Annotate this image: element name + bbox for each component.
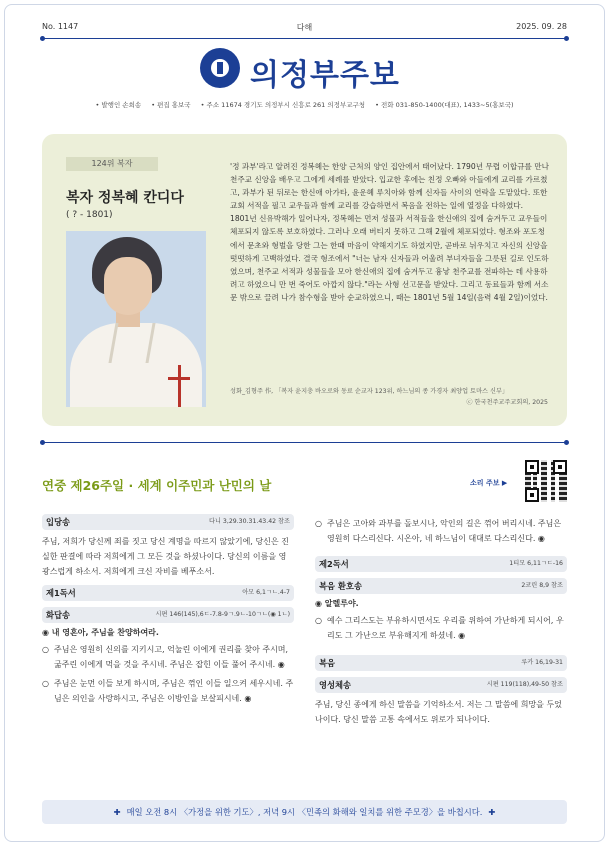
prayer-reminder-bar bbox=[42, 800, 567, 824]
saint-years: ( ? - 1801) bbox=[66, 210, 113, 220]
section-reference: 시편 146(145),6ㄷ-7.8-9ㄱ.9ㄴ-10ㄱㄴ(◉ 1ㄴ) bbox=[155, 611, 290, 618]
gospel-header bbox=[315, 655, 567, 671]
publisher-item: • 편집 홍보국 bbox=[151, 101, 191, 109]
liturgy-title: 연중 제26주일 · 세계 이주민과 난민의 날 bbox=[42, 478, 272, 493]
publisher-item: • 발행인 손희송 bbox=[95, 101, 142, 109]
section-label: 복음 bbox=[319, 658, 336, 668]
qr-finder bbox=[525, 460, 539, 474]
header-divider bbox=[42, 38, 567, 39]
diocese-seal-icon bbox=[200, 48, 240, 88]
alleluia-response: ◉ 알렐루야. bbox=[315, 599, 359, 608]
psalm-verse: ○ 주님은 고아와 과부를 돌보시나, 악인의 길은 꺾어 버리시네. 주님은 영원히 다스리신다. 시온아, 네 하느님이 대대로 다스리신다. ◉ bbox=[315, 519, 562, 543]
first-reading-header bbox=[42, 585, 294, 601]
psalm-verse: ○ 주님은 영원히 신의를 지키시고, 억눌린 이에게 권리를 찾아 주시며, 굶주린 이에게 먹을 것을 주시네. 주님은 잡힌 이들 풀어 주시네. ◉ bbox=[42, 645, 289, 669]
masthead-title: 의정부주보 bbox=[250, 58, 400, 93]
prayer-reminder-text: 매일 오전 8시 〈가정을 위한 기도〉, 저녁 9시 〈민족의 화해와 일치를 위한 주모경〉을 바칩시다. bbox=[126, 807, 483, 817]
section-label: 제2독서 bbox=[319, 559, 349, 569]
section-reference: 2코린 8,9 참조 bbox=[521, 582, 563, 589]
divider-dot bbox=[40, 36, 45, 41]
divider-dot bbox=[564, 36, 569, 41]
credit-text: 성화_김형주 作, 「복자 윤지충 바오로와 동료 순교자 123위, 하느님의 종 가경자 최양업 토마스 신부」 bbox=[230, 388, 509, 395]
cross-icon bbox=[217, 62, 223, 74]
artwork-credit bbox=[230, 386, 548, 408]
liturgical-year: 다해 bbox=[296, 23, 313, 32]
section-label: 제1독서 bbox=[46, 588, 76, 598]
section-label: 복음 환호송 bbox=[319, 581, 362, 591]
communion-antiphon-header bbox=[315, 677, 567, 693]
section-reference: 시편 119(118),49-50 참조 bbox=[486, 681, 563, 688]
qr-finder bbox=[553, 460, 567, 474]
issue-bar bbox=[42, 20, 567, 36]
bio-paragraph: 1801년 신유박해가 일어나자, 정복혜는 먼저 성물과 서적들을 한신애의 집에 숨겨두고 교우들이 체포되지 않도록 보호하였다. 그러나 오래 버티지 못하고 그해 2월에 체포되었다. 형조와 포도청에서 문초와 형벌을 당한 그는 한때 마음이 약해지기도 하였지만, 곧바로 뉘우치고 자신의 신앙을 떳떳하게 고백하였다. 결국 형조에서 "너는 남자 신자들과 어울려 부녀자들을 그릇된 길로 인도하였으며, 천주교 서적과 성물들을 모아 한신애의 집에 숨겨두고 흉낳 천주교를 전파하는 데 사용하려고 하였으니 만 번 죽어도 아깝지 않다."라는 사형 선고문을 받았다. 그리고 동료들과 함께 서소문 밖으로 끌려 나가 참수형을 받아 순교하였으니, 때는 1801년 5월 14일(음력 4월 2일)이었다. bbox=[230, 214, 549, 302]
audio-bulletin-link[interactable]: 소리 주보 ▶ bbox=[470, 479, 508, 487]
second-reading-header bbox=[315, 556, 567, 572]
communion-antiphon-text: 주님, 당신 종에게 하신 말씀을 기억하소서. 저는 그 말씀에 희망을 두었나이다. 당신 말씀 고통 속에서도 위로가 되나이다. bbox=[315, 700, 562, 724]
entrance-antiphon-text: 주님, 저희가 당신께 죄를 짓고 당신 계명을 따르지 않았기에, 당신은 진실한 판결에 따라 저희에게 그 모든 것을 하셨나이다. 당신의 이름을 영광스럽게 하소서. 저희에게 크신 자비를 베푸소서. bbox=[42, 537, 289, 576]
section-reference: 1티모 6,11ㄱㄷ-16 bbox=[509, 560, 563, 567]
qr-finder bbox=[525, 488, 539, 502]
publisher-item: • 주소 11674 경기도 의정부시 신흥로 261 의정부교구청 bbox=[200, 101, 366, 109]
alleluia-verse: ○ 예수 그리스도는 부유하시면서도 우리를 위하여 가난하게 되시어, 우리도 그 가난으로 부유해지게 하셨네. ◉ bbox=[315, 616, 564, 640]
issue-number: No. 1147 bbox=[42, 22, 79, 31]
saint-name: 복자 정복혜 칸디다 bbox=[66, 190, 184, 206]
saint-tag: 124위 복자 bbox=[66, 157, 158, 171]
publisher-item: • 전화 031-850-1400(대표), 1433~5(홍보국) bbox=[375, 101, 514, 109]
divider-dot bbox=[564, 440, 569, 445]
bio-paragraph: '정 과부'라고 알려진 정복혜는 한양 근처의 양인 집안에서 태어났다. 1790년 무렵 이합규를 만나 천주교 신앙을 배우고 그에게 세례를 받았다. 입교한 후에는 친정 오빠와 아들에게 교리를 가르쳤고, 과부가 된 뒤로는 한신애 아가타, 윤운혜 루치아와 함께 신자들 사이의 연락을 도맡았다. 또한 교회 서적을 필고 교우들과 함께 교리를 강습하면서 복음을 전하는 일에 열정을 다하였다. bbox=[230, 162, 549, 211]
psalm-response: ◉ 내 영혼아, 주님을 찬양하여라. bbox=[42, 628, 159, 637]
section-reference: 루카 16,19-31 bbox=[521, 659, 563, 666]
copyright-text: ⓒ 한국천주교주교회의, 2025 bbox=[466, 399, 548, 406]
cross-icon: ✚ bbox=[113, 807, 121, 817]
cross-icon bbox=[178, 365, 181, 407]
saint-biography bbox=[230, 160, 550, 304]
left-column bbox=[42, 514, 294, 710]
section-label: 영성체송 bbox=[319, 680, 352, 690]
section-reference: 아모 6,1ㄱㄴ.4-7 bbox=[242, 589, 290, 596]
psalm-verse: ○ 주님은 눈먼 이들 보게 하시며, 주님은 꺾인 이들 일으켜 세우시네. 주님은 의인을 사랑하시고, 주님은 이방인을 보살피시네. ◉ bbox=[42, 679, 294, 703]
section-divider bbox=[42, 442, 567, 443]
psalm-header bbox=[42, 607, 294, 623]
entrance-antiphon-header bbox=[42, 514, 294, 530]
publisher-info bbox=[42, 100, 567, 109]
saint-portrait bbox=[66, 231, 206, 407]
issue-date: 2025. 09. 28 bbox=[516, 22, 567, 31]
section-reference: 다니 3,29.30.31.43.42 참조 bbox=[209, 518, 290, 525]
section-label: 화답송 bbox=[46, 610, 71, 620]
gospel-acclamation-header bbox=[315, 578, 567, 594]
section-label: 입당송 bbox=[46, 517, 71, 527]
right-column bbox=[315, 512, 567, 733]
cross-icon: ✚ bbox=[488, 807, 496, 817]
divider-dot bbox=[40, 440, 45, 445]
